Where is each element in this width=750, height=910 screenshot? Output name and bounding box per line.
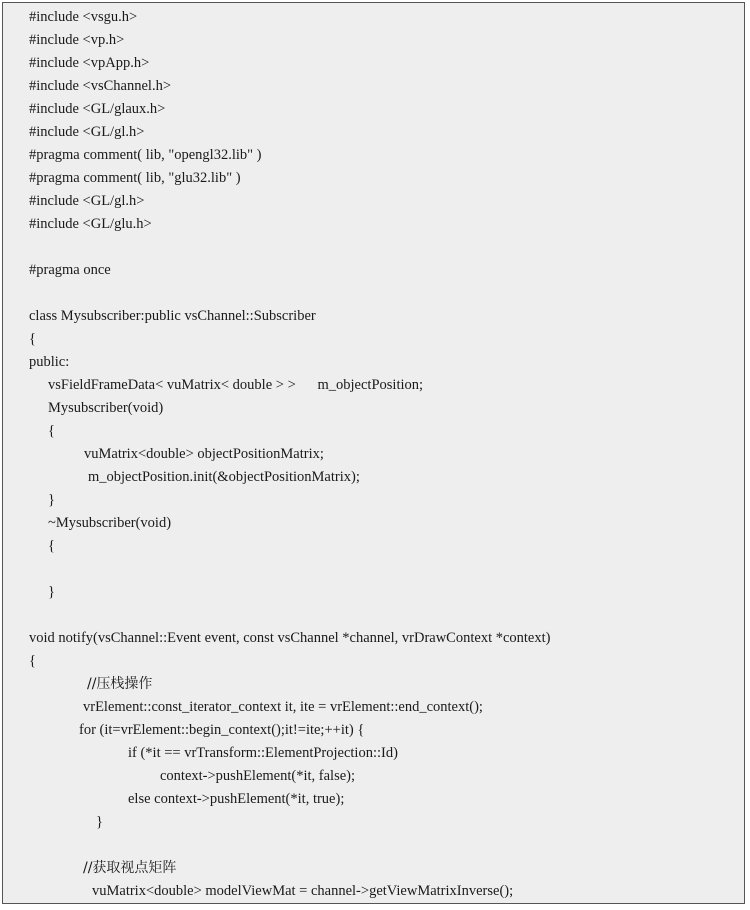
code-line: ~Mysubscriber(void) <box>48 515 172 531</box>
code-comment: //压栈操作 <box>87 676 153 692</box>
code-line: } <box>48 584 55 600</box>
code-line: void notify(vsChannel::Event event, const vsChannel *channel, vrDrawContext *context) <box>29 630 551 646</box>
code-line: { <box>29 331 36 347</box>
code-line: #pragma comment( lib, "glu32.lib" ) <box>29 170 241 186</box>
code-line: #include <GL/glaux.h> <box>29 101 166 117</box>
code-line: #include <GL/gl.h> <box>29 193 145 209</box>
code-line: #pragma once <box>29 262 111 278</box>
code-line: vuMatrix<double> objectPositionMatrix; <box>84 446 324 462</box>
code-line: #include <GL/glu.h> <box>29 216 152 232</box>
code-line: #include <vsgu.h> <box>29 9 138 25</box>
code-line: } <box>96 814 103 830</box>
code-line: #include <vpApp.h> <box>29 55 150 71</box>
code-line: Mysubscriber(void) <box>48 400 164 416</box>
code-line: vuMatrix<double> modelViewMat = channel->getViewMatrixInverse(); <box>92 883 514 899</box>
code-line: public: <box>29 354 70 370</box>
code-line: { <box>29 653 36 669</box>
code-line: #pragma comment( lib, "opengl32.lib" ) <box>29 147 262 163</box>
code-listing <box>2 2 745 904</box>
code-line: m_objectPosition.init(&objectPositionMatrix); <box>88 469 360 485</box>
code-line: #include <GL/gl.h> <box>29 124 145 140</box>
code-line: for (it=vrElement::begin_context();it!=ite;++it) { <box>79 722 365 738</box>
code-line: { <box>48 538 55 554</box>
code-comment: //获取视点矩阵 <box>83 860 177 876</box>
code-line: #include <vsChannel.h> <box>29 78 171 94</box>
code-line: vrElement::const_iterator_context it, ite = vrElement::end_context(); <box>83 699 483 715</box>
code-line: #include <vp.h> <box>29 32 125 48</box>
code-line: { <box>48 423 55 439</box>
code-line: if (*it == vrTransform::ElementProjection::Id) <box>128 745 398 761</box>
code-line: else context->pushElement(*it, true); <box>128 791 345 807</box>
code-line: context->pushElement(*it, false); <box>160 768 356 784</box>
code-line: class Mysubscriber:public vsChannel::Subscriber <box>29 308 316 324</box>
code-line: vsFieldFrameData< vuMatrix< double > > m_objectPosition; <box>48 377 424 393</box>
code-line: } <box>48 492 55 508</box>
